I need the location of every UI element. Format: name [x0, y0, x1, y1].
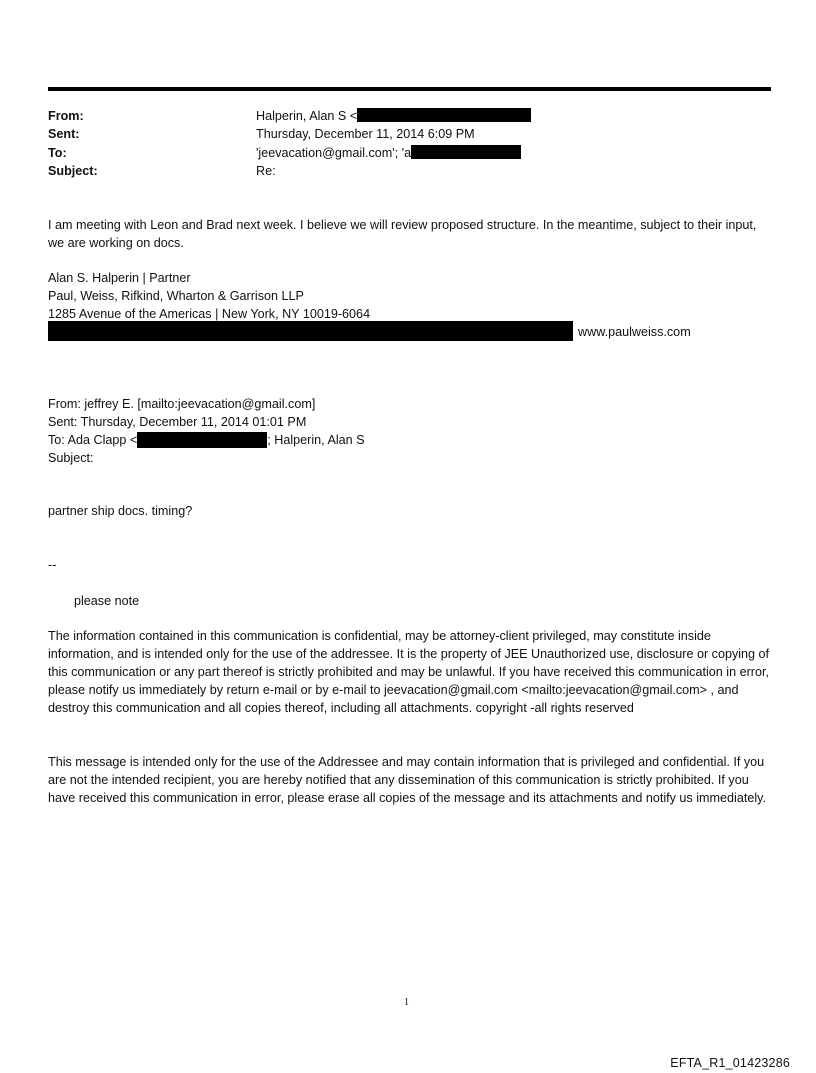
to-label: To: [48, 146, 67, 160]
quoted-message: partner ship docs. timing? [48, 504, 193, 518]
disclaimer-paragraph-1: The information contained in this communication is confidential, may be attorney-client privileged, may constitute inside information, and is intended only for the use of the addressee. It is the property of JEE Unauthorized use, disclosure or copying of this communication or any part thereof is strictly prohibited and may be unlawful. If you have received this communication in error, please notify us immediately by return e-mail or by e-mail to jeevacation@gmail.com <mailto:jeevacation@gmail.com> , and destroy this communication and all copies thereof, including all attachments. copyright -all rights reserved [48, 629, 770, 715]
signature-firm: Paul, Weiss, Rifkind, Wharton & Garrison LLP [48, 289, 304, 303]
subject-label: Subject: [48, 164, 98, 178]
body-paragraph: I am meeting with Leon and Brad next week. I believe we will review proposed structure. In the meantime, subject to their input, we are working on docs. [48, 218, 757, 250]
header-rule [48, 87, 771, 91]
from-value-text: Halperin, Alan S < [256, 109, 358, 123]
quoted-from: From: jeffrey E. [mailto:jeevacation@gmail.com] [48, 397, 316, 411]
signature-address: 1285 Avenue of the Americas | New York, NY 10019-6064 [48, 307, 371, 321]
redaction-bar [411, 145, 521, 159]
redaction-bar [357, 108, 531, 122]
please-note: please note [74, 594, 140, 608]
disclaimer-paragraph-2: This message is intended only for the use of the Addressee and may contain information that is privileged and confidential. If you are not the intended recipient, you are hereby notified that any dissemination of this communication is strictly prohibited. If you have received this communication in error, please erase all copies of the message and its attachments and notify us immediately. [48, 755, 766, 805]
quoted-to-suffix: ; Halperin, Alan S [267, 433, 365, 447]
quoted-sent: Sent: Thursday, December 11, 2014 01:01 PM [48, 415, 307, 429]
document-id: EFTA_R1_01423286 [670, 1056, 790, 1070]
sent-value: Thursday, December 11, 2014 6:09 PM [256, 127, 475, 141]
redaction-bar [137, 432, 267, 448]
from-label: From: [48, 109, 84, 123]
signature-website[interactable]: www.paulweiss.com [578, 325, 691, 339]
quoted-subject: Subject: [48, 451, 94, 465]
signature-name: Alan S. Halperin | Partner [48, 271, 191, 285]
subject-value: Re: [256, 164, 276, 178]
to-value-text: 'jeevacation@gmail.com'; 'a [256, 146, 412, 160]
to-value [256, 144, 521, 162]
from-value [256, 107, 531, 125]
signature-separator: -- [48, 558, 57, 572]
quoted-to-prefix: To: Ada Clapp < [48, 433, 138, 447]
redaction-bar [48, 321, 573, 341]
page-number: 1 [404, 997, 409, 1008]
quoted-to [48, 431, 365, 449]
sent-label: Sent: [48, 127, 80, 141]
